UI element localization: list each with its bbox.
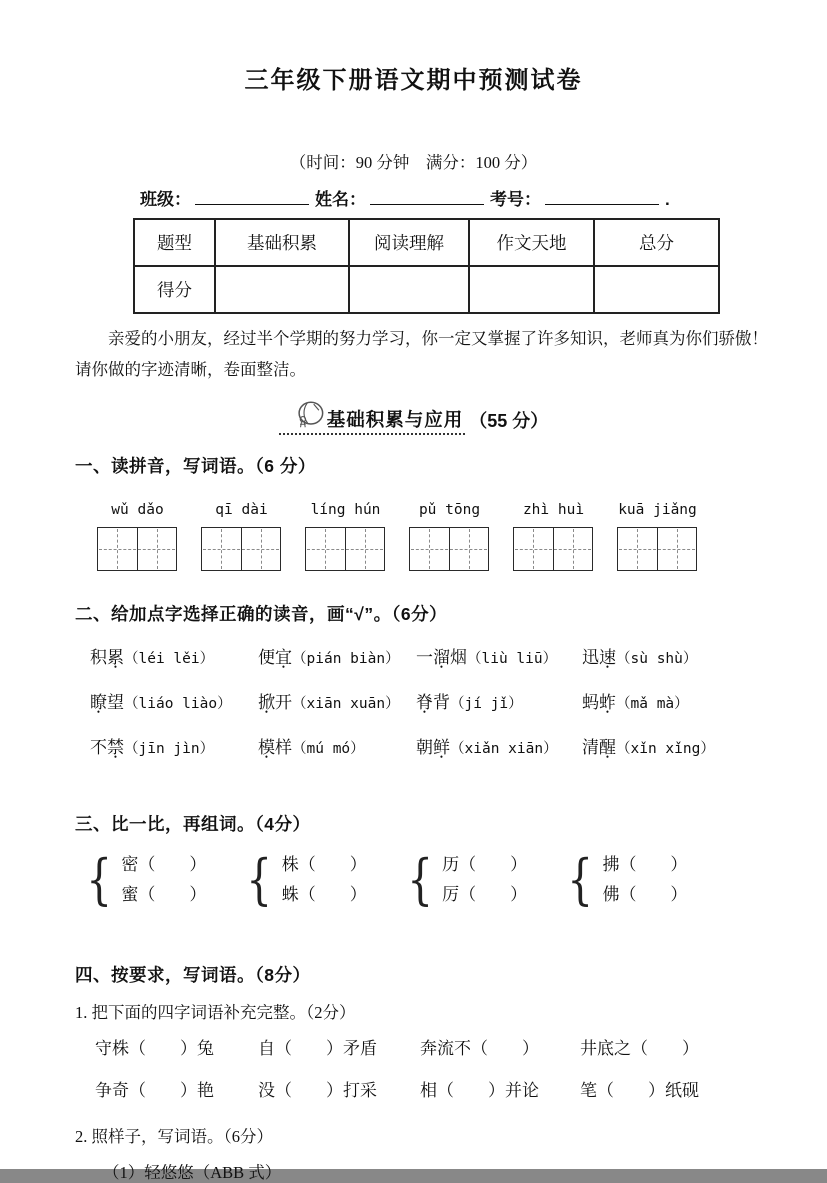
word-part: 望 — [107, 693, 124, 712]
answer-paren: （ ） — [138, 855, 207, 874]
q3-bottom-line — [121, 880, 206, 910]
q2-item — [582, 726, 827, 771]
dotted-char: 溜 • — [433, 636, 450, 679]
q1-item-1 — [97, 502, 178, 571]
grid-cell — [98, 528, 137, 570]
q3-group-4 — [563, 850, 687, 910]
reading-options: （mú mó） — [292, 741, 365, 757]
compare-char: 密 — [121, 855, 139, 874]
idiom-blank: 井底之（ ） — [580, 1039, 699, 1058]
reading-options: （léi lěi） — [124, 651, 215, 667]
brace-glyph: { — [86, 848, 113, 911]
q4-sub1: 1. 把下面的四字词语补充完整。（2分） — [75, 1003, 356, 1022]
reading-options: （jīn jìn） — [124, 741, 215, 757]
reading-options: （xiǎn xiān） — [450, 741, 558, 757]
idiom-blank: 奔流不（ ） — [420, 1039, 539, 1058]
q2-row-1 — [90, 636, 827, 681]
q3-group-3 — [403, 850, 527, 910]
compare-char: 佛 — [602, 885, 620, 904]
q3-bottom-line — [442, 880, 527, 910]
word-part: 烟 — [450, 648, 467, 667]
grid-cell — [514, 528, 553, 570]
score-cell-total — [594, 266, 719, 313]
q4-sub2-item: （1）轻悠悠（ABB 式） — [103, 1163, 282, 1182]
q1-item-5 — [513, 502, 594, 571]
q2-item — [90, 636, 258, 681]
pinyin-label: líng hún — [310, 502, 381, 518]
exam-no-blank-line — [545, 189, 659, 205]
q1-item-6 — [617, 502, 698, 571]
q4-row-2 — [95, 1075, 827, 1107]
q3-group-lines — [602, 850, 687, 910]
q1-title: 一、读拼音，写词语。（6 分） — [75, 456, 316, 476]
dotted-char: 鲜 • — [433, 726, 450, 769]
dotted-char: 瞭 • — [90, 681, 107, 724]
word-part: 一 — [416, 648, 433, 667]
q4-sub2: 2. 照样子，写词语。（6分） — [75, 1127, 273, 1146]
exam-no-label: 考号： — [490, 190, 541, 209]
compare-char: 株 — [281, 855, 299, 874]
q1-item-3 — [305, 502, 386, 571]
intro-line-1: 亲爱的小朋友，经过半个学期的努力学习，你一定又掌握了许多知识，老师真为你们骄傲！ — [108, 329, 768, 348]
idiom-blank: 笔（ ）纸砚 — [580, 1081, 699, 1100]
pinyin-label: pǔ tōng — [418, 502, 481, 518]
section-banner — [0, 397, 827, 435]
word-part: 迅 — [582, 648, 599, 667]
q3-title: 三、比一比，再组词。（4分） — [75, 814, 311, 834]
compare-char: 蛛 — [281, 885, 299, 904]
grid-cell — [241, 528, 281, 570]
q3-top-line — [121, 850, 206, 880]
grid-cell — [306, 528, 345, 570]
q4-title: 四、按要求，写词语。（8分） — [75, 965, 311, 985]
q1-pinyin-row — [97, 502, 827, 571]
q1-item-2 — [201, 502, 282, 571]
q2-item — [258, 636, 416, 681]
brace-glyph: { — [407, 848, 433, 911]
answer-paren: （ ） — [138, 885, 207, 904]
q2-item — [582, 681, 827, 726]
header-cell-type: 题型 — [134, 219, 215, 266]
score-row-label: 得分 — [134, 266, 215, 313]
dotted-char: 蚱 • — [599, 681, 616, 724]
q2-item — [416, 726, 582, 771]
q3-top-line — [442, 850, 527, 880]
trailing-period: . — [665, 190, 670, 209]
reading-options: （jí jǐ） — [450, 696, 523, 712]
q3-groups — [82, 850, 827, 910]
grid-cell — [345, 528, 385, 570]
reading-options: （xǐn xǐng） — [616, 741, 715, 757]
student-info-line — [140, 185, 827, 210]
q3-bottom-line — [282, 880, 367, 910]
score-table-header-row — [134, 219, 719, 266]
section-score: （55 分） — [469, 411, 549, 431]
idiom-blank: 相（ ）并论 — [420, 1081, 539, 1100]
dotted-char: 累 • — [107, 636, 124, 679]
writing-grid — [617, 527, 697, 571]
q2-items — [90, 636, 827, 771]
word-part: 清 — [582, 738, 599, 757]
answer-paren: （ ） — [459, 885, 528, 904]
score-cell-writing — [469, 266, 594, 313]
pinyin-label: kuā jiǎng — [618, 502, 697, 518]
q2-item — [258, 726, 416, 771]
grid-cell — [449, 528, 489, 570]
score-table-score-row — [134, 266, 719, 313]
idiom-blank: 自（ ）矛盾 — [258, 1039, 377, 1058]
pinyin-label: qī dài — [215, 502, 268, 518]
time-score-line: （时间：90 分钟 满分：100 分） — [289, 153, 538, 172]
writing-grid — [305, 527, 385, 571]
pinyin-label: wǔ dǎo — [111, 502, 164, 518]
dotted-char: 宜 • — [275, 636, 292, 679]
answer-paren: （ ） — [298, 885, 367, 904]
compare-char: 厉 — [442, 885, 460, 904]
reading-options: （liáo liào） — [124, 696, 232, 712]
score-cell-reading — [349, 266, 469, 313]
q2-item — [90, 726, 258, 771]
name-label: 姓名： — [315, 190, 366, 209]
idiom-blank: 守株（ ）兔 — [95, 1039, 214, 1058]
reading-options: （mǎ mà） — [616, 696, 689, 712]
q3-top-line — [282, 850, 367, 880]
intro-line-2: 请你做的字迹清晰，卷面整洁。 — [75, 360, 306, 379]
score-cell-basics — [215, 266, 349, 313]
pinyin-label: zhì huì — [522, 502, 585, 518]
header-cell-total: 总分 — [594, 219, 719, 266]
grid-cell — [657, 528, 697, 570]
grid-cell — [410, 528, 449, 570]
section-title: 基础积累与应用 — [326, 409, 464, 430]
idiom-blank: 争奇（ ）艳 — [95, 1081, 214, 1100]
q2-item — [582, 636, 827, 681]
q3-bottom-line — [602, 880, 687, 910]
section-underline — [279, 397, 466, 435]
compare-char: 历 — [442, 855, 460, 874]
writing-grid — [201, 527, 281, 571]
q3-group-lines — [442, 850, 527, 910]
dotted-char: 模 • — [258, 726, 275, 769]
compare-char: 拂 — [602, 855, 620, 874]
reading-options: （liù liū） — [467, 651, 558, 667]
writing-grid — [409, 527, 489, 571]
page-title: 三年级下册语文期中预测试卷 — [244, 67, 583, 94]
word-part: 背 — [433, 693, 450, 712]
dotted-char: 速 • — [599, 636, 616, 679]
word-part: 便 — [258, 648, 275, 667]
q2-row-3 — [90, 726, 827, 771]
word-part: 开 — [275, 693, 292, 712]
answer-paren: （ ） — [459, 855, 528, 874]
q2-row-2 — [90, 681, 827, 726]
answer-paren: （ ） — [619, 885, 688, 904]
idiom-blank: 没（ ）打采 — [258, 1081, 377, 1100]
answer-paren: （ ） — [298, 855, 367, 874]
header-cell-basics: 基础积累 — [215, 219, 349, 266]
answer-paren: （ ） — [619, 855, 688, 874]
header-cell-reading: 阅读理解 — [349, 219, 469, 266]
q1-item-4 — [409, 502, 490, 571]
q3-group-1 — [82, 850, 206, 910]
reading-options: （sù shù） — [616, 651, 698, 667]
word-part: 样 — [275, 738, 292, 757]
word-part: 蚂 — [582, 693, 599, 712]
q3-top-line — [602, 850, 687, 880]
q2-title: 二、给加点字选择正确的读音，画“√”。（6分） — [75, 604, 448, 624]
writing-grid — [513, 527, 593, 571]
score-table — [133, 218, 720, 314]
dotted-char: 脊 • — [416, 681, 433, 724]
grid-cell — [618, 528, 657, 570]
dotted-char: 掀 • — [258, 681, 275, 724]
grid-cell — [553, 528, 593, 570]
word-part: 朝 — [416, 738, 433, 757]
dotted-char: 醒 • — [599, 726, 616, 769]
class-blank-line — [195, 189, 309, 205]
grid-cell — [137, 528, 177, 570]
grid-cell — [202, 528, 241, 570]
q2-item — [416, 636, 582, 681]
word-part: 不 — [90, 738, 107, 757]
q3-group-2 — [242, 850, 366, 910]
writing-grid — [97, 527, 177, 571]
word-part: 积 — [90, 648, 107, 667]
compare-char: 蜜 — [121, 885, 139, 904]
intro-paragraph — [75, 323, 767, 385]
q3-group-lines — [121, 850, 206, 910]
header-cell-writing: 作文天地 — [469, 219, 594, 266]
reading-options: （xiān xuān） — [292, 696, 400, 712]
dotted-char: 禁 • — [107, 726, 124, 769]
globe-sketch-icon — [293, 400, 325, 435]
brace-glyph: { — [567, 848, 594, 911]
reading-options: （pián biàn） — [292, 651, 400, 667]
brace-glyph: { — [246, 848, 273, 911]
q3-group-lines — [282, 850, 367, 910]
name-blank-line — [370, 189, 484, 205]
class-label: 班级： — [140, 190, 191, 209]
q4-row-1 — [95, 1033, 827, 1065]
